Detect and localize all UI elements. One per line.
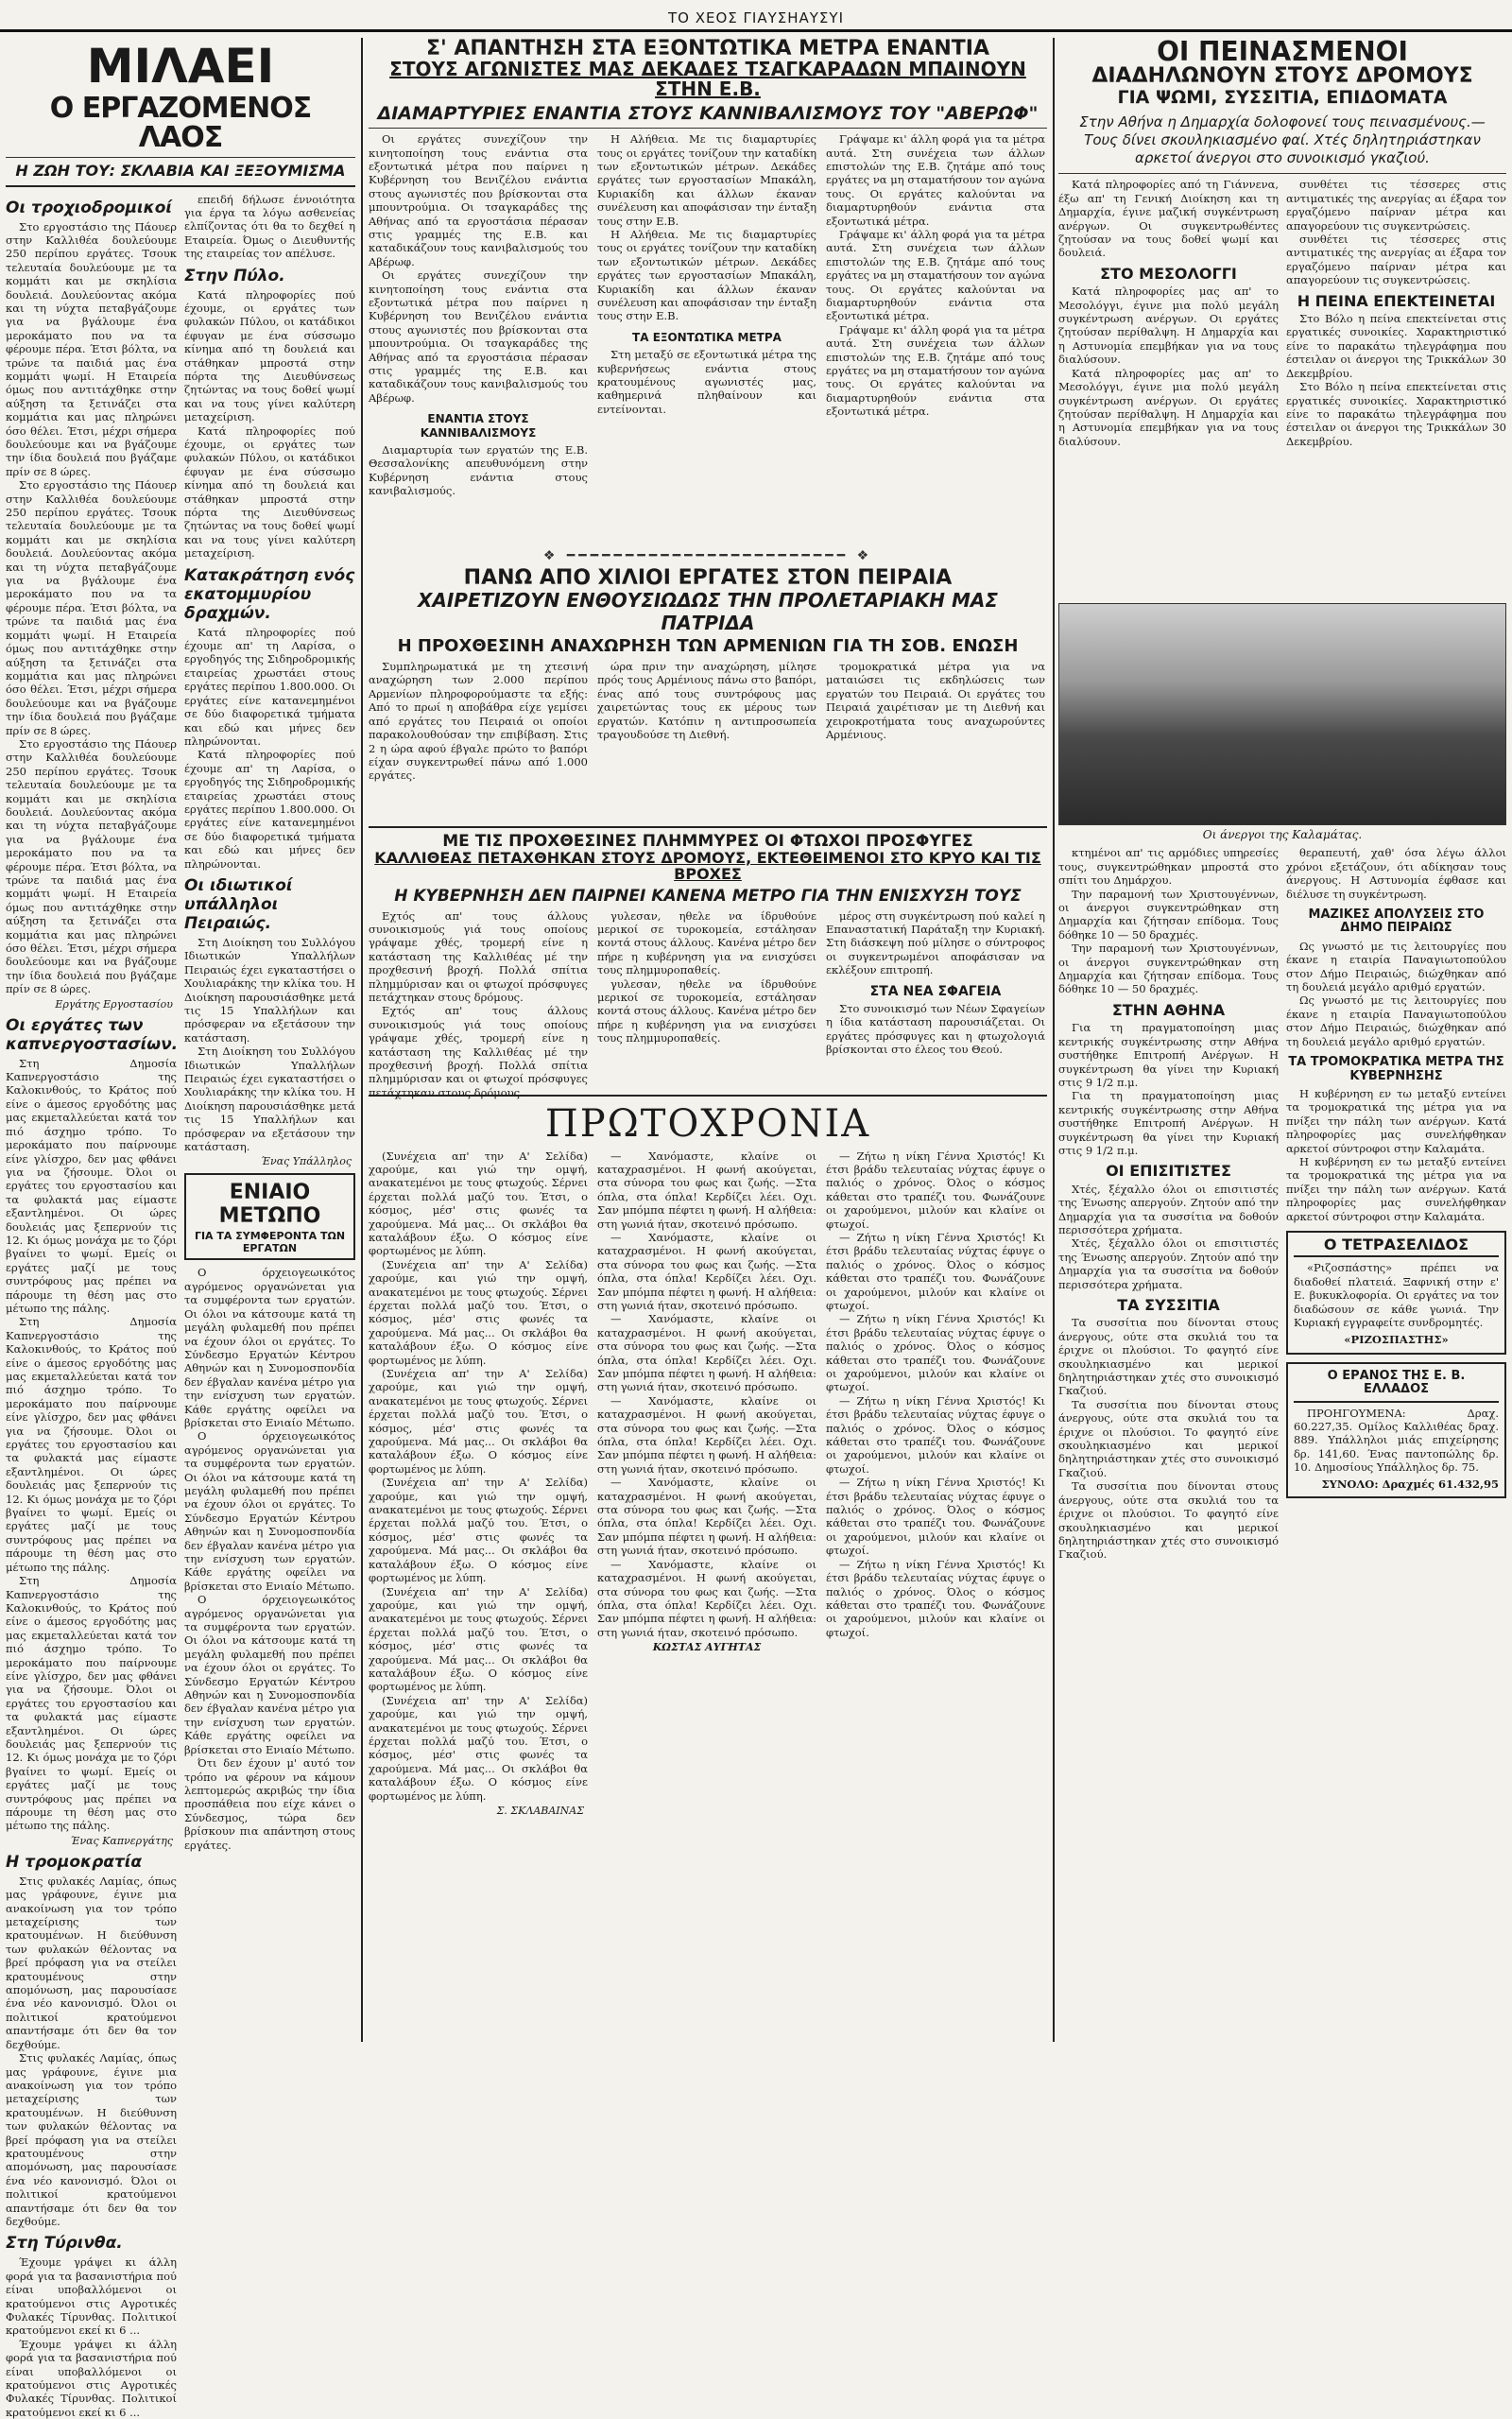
article-body: θεραπευτή, χαθ' όσα λέγω άλλοι χρόνοι εξετάζουν, ότι αδίκησαν τους άνεργους. Η Αστυνομία έφθασε και διέλυσε τη συγκέντρωση. ΜΑΖΙΚΕΣ ΑΠΟΛΥΣΕΙΣ ΣΤΟ ΔΗΜΟ ΠΕΙΡΑΙΩΣ Ως γνωστό με τις λειτουργίες που έκανε η εταιρία Παναγιωτοπούλου στον Δήμο Πειραιώς, διώχθηκαν από τη δουλειά μεγάλο αριθμό εργατών. Ως γνωστό με τις λειτουργίες που έκανε η εταιρία Παναγιωτοπούλου στον Δήμο Πειραιώς, διώχθηκαν από τη δουλειά μεγάλο αριθμό εργατών. ΤΑ ΤΡΟΜΟΚΡΑΤΙΚΑ ΜΕΤΡΑ ΤΗΣ ΚΥΒΕΡΝΗΣΗΣ Η κυβέρνηση εν τω μεταξύ εντείνει τα τρομοκρατικά της μέτρα για να πνίξει την πάλη των ανέργων. Κατά πληροφορίες μας συνελήφθηκαν αρκετοί σύντροφοι στην Καλαμάτα. Η κυβέρνηση εν τω μεταξύ εντείνει τα τρομοκρατικά της μέτρα για να πνίξει την πάλη των ανέργων. Κατά πληροφορίες μας συνελήφθηκαν αρκετοί σύντροφοι στην Καλαμάτα. Ο ΤΕΤΡΑΣΕΛΙΔΟΣ «Ριζοσπάστης» πρέπει να διαδοθεί πλατειά. Ξαφνική στην ε' Ε. βυκυκλοφορία. Οι εργάτες να τον διαδώσουν σε κάθε γωνιά. Την Κυριακή εγγραφείτε συνδρομητές. «ΡΙΖΟΣΠΑΣΤΗΣ» Ο ΕΡΑΝΟΣ ΤΗΣ Ε. Β. ΕΛΛΑΔΟΣ ΠΡΟΗΓΟΥΜΕΝΑ: Δραχ. 60.227,35. Ομίλος Καλλιθέας δραχ. 889. Υπάλληλοι μιάς επιχείρησης δρ. 141,60. Ένας παντοπώλης δρ. 10. Δημοσίους Υπάλληλος δρ. 75. ΣΥΝΟΛΟ: Δραχμές 61.432,95 xyxy=(1286,846,1506,1933)
section-title: Οι τροχιοδρομικοί xyxy=(6,198,173,217)
section-title: ΣΤΗΝ ΑΘΗΝΑ xyxy=(1111,1000,1226,1019)
article-body: Στη Δημοσία Καπνεργοστάσιο της Καλοκινθούς, το Κράτος πού είνε ο άμεσος εργοδότης μας μας εκμεταλλεύεται κατά τον πιό άσχημο τρόπο. Το μεροκάματο που παίρνουμε είνε γλίσχρο, δεν μας φθάνει για να ζήσουμε. Όλοι οι εργάτες του εργοστασίου και τα φυλακτά μας είμαστε εξαντλημένοι. Οι ώρες δουλειάς μας ξεπερνούν τις 12. Κι όμως μονάχα με το ζόρι βγαίνει το ψωμί. Εμείς οι εργάτες μαζί με τους συντρόφους μας πρέπει να πάρουμε τη θέση μας στο μέτωπο της πάλης. Στη Δημοσία Καπνεργοστάσιο της Καλοκινθούς, το Κράτος πού είνε ο άμεσος εργοδότης μας μας εκμεταλλεύεται κατά τον πιό άσχημο τρόπο. Το μεροκάματο που παίρνουμε είνε γλίσχρο, δεν μας φθάνει για να ζήσουμε. Όλοι οι εργάτες του εργοστασίου και τα φυλακτά μας είμαστε εξαντλημένοι. Οι ώρες δουλειάς μας ξεπερνούν τις 12. Κι όμως μονάχα με το ζόρι βγαίνει το ψωμί. Εμείς οι εργάτες μαζί με τους συντρόφους μας πρέπει να πάρουμε τη θέση μας στο μέτωπο της πάλης. Στη Δημοσία Καπνεργοστάσιο της Καλοκινθούς, το Κράτος πού είνε ο άμεσος εργοδότης μας μας εκμεταλλεύεται κατά τον πιό άσχημο τρόπο. Το μεροκάματο που παίρνουμε είνε γλίσχρο, δεν μας φθάνει για να ζήσουμε. Όλοι οι εργάτες του εργοστασίου και τα φυλακτά μας είμαστε εξαντλημένοι. Οι ώρες δουλειάς μας ξεπερνούν τις 12. Κι όμως μονάχα με το ζόρι βγαίνει το ψωμί. Εμείς οι εργάτες μαζί με τους συντρόφους μας πρέπει να πάρουμε τη θέση μας στο μέτωπο της πάλης. xyxy=(6,1056,177,1833)
section-title: ΤΑ ΕΞΟΝΤΩΤΙΚΑ ΜΕΤΡΑ xyxy=(632,330,782,344)
right-headline-1: ΟΙ ΠΕΙΝΑΣΜΕΝΟΙ xyxy=(1157,36,1408,67)
center-headline-7: ΜΕ ΤΙΣ ΠΡΟΧΘΕΣΙΝΕΣ ΠΛΗΜΜΥΡΕΣ ΟΙ ΦΤΩΧΟΙ ΠΡΟΣΦΥΓΕΣ xyxy=(442,832,973,852)
fundraiser-box: Ο ΕΡΑΝΟΣ ΤΗΣ Ε. Β. ΕΛΛΑΔΟΣ ΠΡΟΗΓΟΥΜΕΝΑ: Δραχ. 60.227,35. Ομίλος Καλλιθέας δραχ. 889. Υπάλληλοι μιάς επιχείρησης δρ. 141,60. Ένας παντοπώλης δρ. 10. Δημοσίους Υπάλληλος δρ. 75. ΣΥΝΟΛΟ: Δραχμές 61.432,95 xyxy=(1286,1362,1506,1498)
article-signature: ΚΩΣΤΑΣ ΑΥΓΗΤΑΣ xyxy=(652,1641,762,1654)
center-headline-2: ΣΤΟΥΣ ΑΓΩΝΙΣΤΕΣ ΜΑΣ ΔΕΚΑΔΕΣ ΤΣΑΓΚΑΡΑΔΩΝ ΜΠΑΙΝΟΥΝ ΣΤΗΝ Ε.Β. xyxy=(389,58,1026,101)
right-headline-3: ΓΙΑ ΨΩΜΙ, ΣΥΣΣΙΤΙΑ, ΕΠΙΔΟΜΑΤΑ xyxy=(1117,87,1448,109)
column-right xyxy=(1058,38,1506,2051)
feature-title: ΠΡΩΤΟΧΡΟΝΙΑ xyxy=(544,1101,871,1146)
article-signature: Εργάτης Εργοστασίου xyxy=(55,997,173,1011)
section-title: Η τρομοκρατία xyxy=(6,1852,143,1872)
frame-subtitle: ΓΙΑ ΤΑ ΣΥΜΦΕΡΟΝΤΑ ΤΩΝ ΕΡΓΑΤΩΝ xyxy=(194,1230,346,1255)
section-title: ΣΤΟ ΜΕΣΟΛΟΓΓΙ xyxy=(1100,264,1237,283)
center-headline-3: ΔΙΑΜΑΡΤΥΡΙΕΣ ΕΝΑΝΤΙΑ ΣΤΟΥΣ ΚΑΝΝΙΒΑΛΙΣΜΟΥΣ ΤΟΥ "ΑΒΕΡΩΦ" xyxy=(377,103,1039,125)
center-headline-1: Σ' ΑΠΑΝΤΗΣΗ ΣΤΑ ΕΞΟΝΤΩΤΙΚΑ ΜΕΤΡΑ ΕΝΑΝΤΙΑ xyxy=(425,37,990,60)
center-headline-6: Η ΠΡΟΧΘΕΣΙΝΗ ΑΝΑΧΩΡΗΣΗ ΤΩΝ ΑΡΜΕΝΙΩΝ ΓΙΑ ΤΗ ΣΟΒ. ΕΝΩΣΗ xyxy=(397,636,1019,657)
headline-secondary: Ο ΕΡΓΑΖΟΜΕΝΟΣ ΛΑΟΣ xyxy=(49,91,312,154)
box-title: Ο ΤΕΤΡΑΣΕΛΙΔΟΣ xyxy=(1294,1238,1499,1257)
center-headline-8: ΚΑΛΛΙΘΕΑΣ ΠΕΤΑΧΘΗΚΑΝ ΣΤΟΥΣ ΔΡΟΜΟΥΣ, ΕΚΤΕΘΕΙΜΕΝΟΙ ΣΤΟ ΚΡΥΟ ΚΑΙ ΤΙΣ ΒΡΟΧΕΣ xyxy=(374,848,1041,883)
section-title: ΣΤΑ ΝΕΑ ΣΦΑΓΕΙΑ xyxy=(869,983,1002,999)
deck: Στην Αθήνα η Δημαρχία δολοφονεί τους πεινασμένους.— Τους δίνει σκουληκιασμένο φαί. Χτές δηλητηριάστηκαν αρκετοί άνεργοι στο συνοικισμό γκαζιού. xyxy=(1079,113,1486,167)
center-headline-4: ΠΑΝΩ ΑΠΟ ΧΙΛΙΟΙ ΕΡΓΑΤΕΣ ΣΤΟΝ ΠΕΙΡΑΙΑ xyxy=(463,566,953,591)
article-body: κτημένοι απ' τις αρμόδιες υπηρεσίες τους, συγκεντρώθηκαν μπροστά στο σπίτι του Δημάρχου. Την παραμονή των Χριστουγέννων, οι άνεργοι συγκεντρώθηκαν στη Δημαρχία και ζήτησαν επίδομα. Τους δόθηκε 10 — 50 δραχμές. Την παραμονή των Χριστουγέννων, οι άνεργοι συγκεντρώθηκαν στη Δημαρχία και ζήτησαν επίδομα. Τους δόθηκε 10 — 50 δραχμές. ΣΤΗΝ ΑΘΗΝΑ Για τη πραγματοποίηση μιας κεντρικής συγκέντρωσης στην Αθήνα συστήθηκε Επιτροπή Ανέργων. Η συγκέντρωση θα γίνει την Κυριακή στις 9 1/2 π.μ. Για τη πραγματοποίηση μιας κεντρικής συγκέντρωσης στην Αθήνα συστήθηκε Επιτροπή Ανέργων. Η συγκέντρωση θα γίνει την Κυριακή στις 9 1/2 π.μ. ΟΙ ΕΠΙΣΙΤΙΣΤΕΣ Χτές, ξέχαλλο όλοι οι επισιτιστές της Ένωσης απεργούν. Ζητούν από την Δημαρχία για τα συσσίτια να δοθούν περισσότερα χρήματα. Χτές, ξέχαλλο όλοι οι επισιτιστές της Ένωσης απεργούν. Ζητούν από την Δημαρχία για τα συσσίτια να δοθούν περισσότερα χρήματα. ΤΑ ΣΥΣΣΙΤΙΑ Τα συσσίτια που δίνονται στους άνεργους, ούτε στα σκυλιά του τα έριχνε οι πλούσιοι. Το φαγητό είνε σκουληκιασμένο και μερικοί δηλητηριάστηκαν χτές στο συνοικισμό Γκαζιού. Τα συσσίτια που δίνονται στους άνεργους, ούτε στα σκυλιά του τα έριχνε οι πλούσιοι. Το φαγητό είνε σκουληκιασμένο και μερικοί δηλητηριάστηκαν χτές στο συνοικισμό Γκαζιού. Τα συσσίτια που δίνονται στους άνεργους, ούτε στα σκυλιά του τα έριχνε οι πλούσιοι. Το φαγητό είνε σκουληκιασμένο και μερικοί δηλητηριάστηκαν χτές στο συνοικισμό Γκαζιού. xyxy=(1058,846,1279,1562)
article-body: — Ζήτω η νίκη Γέννα Χριστός! Κι έτσι βράδυ τελευταίας νύχτας έφυγε ο παλιός ο χρόνος. Όλος ο κόσμος κάθεται στο τραπέζι του. Φωνάζουνε οι χαρούμενοι, μιλούν και κλαίνε οι φτωχοί. — Ζήτω η νίκη Γέννα Χριστός! Κι έτσι βράδυ τελευταίας νύχτας έφυγε ο παλιός ο χρόνος. Όλος ο κόσμος κάθεται στο τραπέζι του. Φωνάζουνε οι χαρούμενοι, μιλούν και κλαίνε οι φτωχοί. — Ζήτω η νίκη Γέννα Χριστός! Κι έτσι βράδυ τελευταίας νύχτας έφυγε ο παλιός ο χρόνος. Όλος ο κόσμος κάθεται στο τραπέζι του. Φωνάζουνε οι χαρούμενοι, μιλούν και κλαίνε οι φτωχοί. — Ζήτω η νίκη Γέννα Χριστός! Κι έτσι βράδυ τελευταίας νύχτας έφυγε ο παλιός ο χρόνος. Όλος ο κόσμος κάθεται στο τραπέζι του. Φωνάζουνε οι χαρούμενοι, μιλούν και κλαίνε οι φτωχοί. — Ζήτω η νίκη Γέννα Χριστός! Κι έτσι βράδυ τελευταίας νύχτας έφυγε ο παλιός ο χρόνος. Όλος ο κόσμος κάθεται στο τραπέζι του. Φωνάζουνε οι χαρούμενοι, μιλούν και κλαίνε οι φτωχοί. — Ζήτω η νίκη Γέννα Χριστός! Κι έτσι βράδυ τελευταίας νύχτας έφυγε ο παλιός ο χρόνος. Όλος ο κόσμος κάθεται στο τραπέζι του. Φωνάζουνε οι χαρούμενοι, μιλούν και κλαίνε οι φτωχοί. xyxy=(826,1149,1045,1639)
column-rule xyxy=(361,38,363,2042)
article-body: επειδή δήλωσε έννοιότητα για έργα τα λόγω ασθενείας ελπίζοντας ότι θα το δεχθεί η Εταιρεία. Όμως ο Διευθυντής της εταιρείας τον απέλυσε. xyxy=(184,192,355,261)
headline-main: ΜΙΛΑΕΙ xyxy=(86,39,275,94)
article-body: γυλεσαν, ηθελε να ίδρυθούνε μερικοί σε τυροκομεία, εστάλησαν κοντά στους άλλους. Κανένα μέτρο δεν πήρε η κυβέρνηση για να ενισχύσει τους πλημμυροπαθείς. γυλεσαν, ηθελε να ίδρυθούνε μερικοί σε τυροκομεία, εστάλησαν κοντά στους άλλους. Κανένα μέτρο δεν πήρε η κυβέρνηση για να ενισχύσει τους πλημμυροπαθείς. xyxy=(597,908,816,1045)
article-body: Κατά πληροφορίες πού έχουμε απ' τη Λαρίσα, ο εργοδηγός της Σιδηροδρομικής εταιρείας χρωστάει στους εργάτες περίπου 1.800.000. Οι εργάτες είνε κατανεμημένοι σε δύο διαφορετικά τμήματα και εδώ και μήνες δεν πληρώνονται. Κατά πληροφορίες πού έχουμε απ' τη Λαρίσα, ο εργοδηγός της Σιδηροδρομικής εταιρείας χρωστάει στους εργάτες περίπου 1.800.000. Οι εργάτες είνε κατανεμημένοι σε δύο διαφορετικά τμήματα και εδώ και μήνες δεν πληρώνονται. xyxy=(184,625,355,871)
right-headline-2: ΔΙΑΔΗΛΩΝΟΥΝ ΣΤΟΥΣ ΔΡΟΜΟΥΣ xyxy=(1091,64,1473,89)
article-body: τρομοκρατικά μέτρα για να ματαιώσει τις εκδηλώσεις των εργατών του Πειραιά. Οι εργάτες του Πειραιά χαιρέτισαν με τη Διεθνή και χειροκροτήματα τους αναχωρούντες Αρμένιους. xyxy=(826,660,1045,742)
article-body: Στο εργοστάσιο της Πάουερ στην Καλλιθέα δουλεύουμε 250 περίπου εργάτες. Τσουκ τελευταία δουλεύουμε με τα κομμάτι και με σκηλίσια δουλειά. Δουλεύοντας ακόμα και τη νύχτα πεταβγάζουμε για να βγάλουμε ένα μεροκάματο που να τα φέρουμε πέρα. Έτσι βόλτα, να τρώνε τα παιδιά μας ένα κομμάτι ψωμί. Η Εταιρεία όμως που αντιτάχθηκε στην αύξηση τα ξετινάζει στα κομμάτια και μας πληρώνει όσο θέλει. Έτσι, μέχρι σήμερα δουλεύουμε και να βγάζουμε την ίδια δουλειά που βγάζαμε πρίν σε 8 ώρες. Στο εργοστάσιο της Πάουερ στην Καλλιθέα δουλεύουμε 250 περίπου εργάτες. Τσουκ τελευταία δουλεύουμε με τα κομμάτι και με σκηλίσια δουλειά. Δουλεύοντας ακόμα και τη νύχτα πεταβγάζουμε για να βγάλουμε ένα μεροκάματο που να τα φέρουμε πέρα. Έτσι βόλτα, να τρώνε τα παιδιά μας ένα κομμάτι ψωμί. Η Εταιρεία όμως που αντιτάχθηκε στην αύξηση τα ξετινάζει στα κομμάτια και μας πληρώνει όσο θέλει. Έτσι, μέχρι σήμερα δουλεύουμε και να βγάζουμε την ίδια δουλειά που βγάζαμε πρίν σε 8 ώρες. Στο εργοστάσιο της Πάουερ στην Καλλιθέα δουλεύουμε 250 περίπου εργάτες. Τσουκ τελευταία δουλεύουμε με τα κομμάτι και με σκηλίσια δουλειά. Δουλεύοντας ακόμα και τη νύχτα πεταβγάζουμε για να βγάλουμε ένα μεροκάματο που να τα φέρουμε πέρα. Έτσι βόλτα, να τρώνε τα παιδιά μας ένα κομμάτι ψωμί. Η Εταιρεία όμως που αντιτάχθηκε στην αύξηση τα ξετινάζει στα κομμάτια και μας πληρώνει όσο θέλει. Έτσι, μέχρι σήμερα δουλεύουμε και να βγάζουμε την ίδια δουλειά που βγάζαμε πρίν σε 8 ώρες. xyxy=(6,219,177,996)
column-center xyxy=(369,38,1047,2051)
news-photo xyxy=(1058,603,1506,825)
article-body: Κατά πληροφορίες πού έχουμε, οι εργάτες των φυλακών Πύλου, οι κατάδικοι έφυγαν με ένα σύσσωμο κίνημα από τη δουλειά και στάθηκαν μπροστά στην πόρτα της Διευθύνσεως ζητώντας να τους δοθεί ψωμί και να τους γίνει καλύτερη μεταχείριση. Κατά πληροφορίες πού έχουμε, οι εργάτες των φυλακών Πύλου, οι κατάδικοι έφυγαν με ένα σύσσωμο κίνημα από τη δουλειά και στάθηκαν μπροστά στην πόρτα της Διευθύνσεως ζητώντας να τους δοθεί ψωμί και να τους γίνει καλύτερη μεταχείριση. xyxy=(184,287,355,561)
article-signature: Ένας Καπνεργάτης xyxy=(70,1834,173,1847)
article-body: Στη Διοίκηση του Συλλόγου Ιδιωτικών Υπαλλήλων Πειραιώς έχει εγκαταστήσει ο Χουλιαράκης την κλίκα του. Η Διοίκηση παρουσιάσθηκε μετά τις 15 Υπαλλήλων και πρόσφεραν να εξετάσουν την κατάσταση. Στη Διοίκηση του Συλλόγου Ιδιωτικών Υπαλλήλων Πειραιώς έχει εγκαταστήσει ο Χουλιαράκης την κλίκα του. Η Διοίκηση παρουσιάσθηκε μετά τις 15 Υπαλλήλων και πρόσφεραν να εξετάσουν την κατάσταση. xyxy=(184,935,355,1154)
article-body: Ο όρχειογεωικότος αγρόμενος οργανώνεται για τα συμφέροντα των εργατών. Οι όλοι να κάτσουμε κατά τη μεγάλη φυλαμεθή που πρέπει να έχουν όλοι οι εργάτες. Το Σύνδεσμο Εργατών Κέντρου Αθηνών και η Συνομοσπονδία δεν έβγαλαν κανένα μέτρο για την ενίσχυση των εργατών. Κάθε εργάτης οφείλει να βρίσκεται στο Ενιαίο Μέτωπο. Ο όρχειογεωικότος αγρόμενος οργανώνεται για τα συμφέροντα των εργατών. Οι όλοι να κάτσουμε κατά τη μεγάλη φυλαμεθή που πρέπει να έχουν όλοι οι εργάτες. Το Σύνδεσμο Εργατών Κέντρου Αθηνών και η Συνομοσπονδία δεν έβγαλαν κανένα μέτρο για την ενίσχυση των εργατών. Κάθε εργάτης οφείλει να βρίσκεται στο Ενιαίο Μέτωπο. Ο όρχειογεωικότος αγρόμενος οργανώνεται για τα συμφέροντα των εργατών. Οι όλοι να κάτσουμε κατά τη μεγάλη φυλαμεθή που πρέπει να έχουν όλοι οι εργάτες. Το Σύνδεσμο Εργατών Κέντρου Αθηνών και η Συνομοσπονδία δεν έβγαλαν κανένα μέτρο για την ενίσχυση των εργατών. Κάθε εργάτης οφείλει να βρίσκεται στο Ενιαίο Μέτωπο. Ότι δεν έχουν μ' αυτό τον τρόπο να φέρουν να κάμουν λεπτομερώς ακριβώς την ίδια προσπάθεια που είχε κάνει ο Σύνδεσμος, τώρα δεν βρίσκουν πια απάντηση στους εργάτες. xyxy=(184,1266,355,1852)
center-headline-5: ΧΑΙΡΕΤΙΖΟΥΝ ΕΝΘΟΥΣΙΩΔΩΣ ΤΗΝ ΠΡΟΛΕΤΑΡΙΑΚΗ ΜΑΣ ΠΑΤΡΙΔΑ xyxy=(417,589,999,635)
section-title: ΕΝΑΝΤΙΑ ΣΤΟΥΣ ΚΑΝΝΙΒΑΛΙΣΜΟΥΣ xyxy=(420,412,537,440)
article-body: Κατά πληροφορίες από τη Γιάννενα, έξω απ' τη Γενική Διοίκηση και τη Δημαρχία, έγινε μαζική συγκέντρωση ανέργων. Οι συγκεντρωθέντες ζητούσαν να τους δοθεί ψωμί και δουλειά. ΣΤΟ ΜΕΣΟΛΟΓΓΙ Κατά πληροφορίες μας απ' το Μεσολόγγι, έγινε μια πολύ μεγάλη συγκέντρωση ανέργων. Οι εργάτες ζητούσαν περίθαλψη. Η Δημαρχία και η Αστυνομία επεμβήκαν για να τους διαλύσουν. Κατά πληροφορίες μας απ' το Μεσολόγγι, έγινε μια πολύ μεγάλη συγκέντρωση ανέργων. Οι εργάτες ζητούσαν περίθαλψη. Η Δημαρχία και η Αστυνομία επεμβήκαν για να τους διαλύσουν. xyxy=(1058,178,1279,448)
article-signature: Σ. ΣΚΛΑΒΑΙΝΑΣ xyxy=(496,1805,584,1818)
article-body: Συμπληρωματικά με τη χτεσινή αναχώρηση των 2.000 περίπου Αρμενίων πληροφορούμαστε τα εξής: Από το πρωί η αποβάθρα είχε γεμίσει από εργάτες του Πειραιά οι οποίοι παρακολουθούσαν την επιβίβαση. Στις 2 η ώρα αφού έβγαλε πρώτο το βαπόρι είχαν συγκεντρωθεί πάνω από 1.000 εργάτες. xyxy=(369,660,588,783)
article-body: συνθέτει τις τέσσερες στις αντιματικές της ανεργίας αι έξαρα τον εργαζόμενο παίρναν μέτρα και απαγορεύουν τις συγκεντρώσεις. συνθέτει τις τέσσερες στις αντιματικές της ανεργίας αι έξαρα τον εργαζόμενο παίρναν μέτρα και απαγορεύουν τις συγκεντρώσεις. Η ΠΕΙΝΑ ΕΠΕΚΤΕΙΝΕΤΑΙ Στο Βόλο η πείνα επεκτείνεται στις εργατικές συνοικίες. Χαρακτηριστικό είνε το παρακάτω τηλεγράφημα που έστειλαν οι άνεργοι της Τρικκάλων 30 Δεκεμβρίου. Στο Βόλο η πείνα επεκτείνεται στις εργατικές συνοικίες. Χαρακτηριστικό είνε το παρακάτω τηλεγράφημα που έστειλαν οι άνεργοι της Τρικκάλων 30 Δεκεμβρίου. xyxy=(1286,178,1506,448)
section-title: ΤΑ ΤΡΟΜΟΚΡΑΤΙΚΑ ΜΕΤΡΑ ΤΗΣ ΚΥΒΕΡΝΗΣΗΣ xyxy=(1288,1055,1504,1083)
frame-box xyxy=(184,1173,355,1260)
section-title: Οι ιδιωτικοί υπάλληλοι Πειραιώς. xyxy=(184,875,293,933)
frame-title: ΕΝΙΑΙΟ ΜΕΤΩΠΟ xyxy=(218,1181,321,1229)
article-body: ώρα πριν την αναχώρηση, μίλησε πρός τους Αρμένιους πάνω στο βαπόρι, ένας από τους συντρόφους μας χαιρετώντας τους εκ μέρους των εργατών. Κατόπιν η αντιπροσωπεία τραγουδούσε τη Διεθνή. xyxy=(597,660,816,742)
article-body: μέρος στη συγκέντρωση πού καλεί η Επαναστατική Παράταξη την Κυριακή. Στη διάσκεψη πού μίλησε ο σύντροφος οι συγκεντρωμένοι αποφάσισαν να εκλέξουν επιτροπή. ΣΤΑ ΝΕΑ ΣΦΑΓΕΙΑ Στο συνοικισμό των Νέων Σφαγείων η ίδια κατάσταση παρουσιάζεται. Οι εργάτες πρόσφυγες και η φτωχολογιά βρίσκονται στο έλεος του Θεού. xyxy=(826,908,1045,1057)
box-title: Ο ΕΡΑΝΟΣ ΤΗΣ Ε. Β. ΕΛΛΑΔΟΣ xyxy=(1294,1370,1499,1403)
subscription-box: Ο ΤΕΤΡΑΣΕΛΙΔΟΣ «Ριζοσπάστης» πρέπει να διαδοθεί πλατειά. Ξαφνική στην ε' Ε. βυκυκλοφορία. Οι εργάτες να τον διαδώσουν σε κάθε γωνιά. Την Κυριακή εγγραφείτε συνδρομητές. «ΡΙΖΟΣΠΑΣΤΗΣ» xyxy=(1286,1231,1506,1355)
ornament-divider: ❖ ━━━━━━━━━━━━━━━━━━━━━━━━ ❖ xyxy=(542,548,873,564)
article-body: (Συνέχεια απ' την Α' Σελίδα) χαρούμε, και γιώ την ομψή, ανακατεμένοι με τους φτωχούς. Σέρνει έρχεται πολλά μαζύ του. Έτσι, ο κόσμος, μέσ' στις φωνές τα χαρούμενα. Μά μας... Οι σκλάβοι θα καταλάβουν έξω. Ο κόσμος είνε φορτωμένος με λύπη. (Συνέχεια απ' την Α' Σελίδα) χαρούμε, και γιώ την ομψή, ανακατεμένοι με τους φτωχούς. Σέρνει έρχεται πολλά μαζύ του. Έτσι, ο κόσμος, μέσ' στις φωνές τα χαρούμενα. Μά μας... Οι σκλάβοι θα καταλάβουν έξω. Ο κόσμος είνε φορτωμένος με λύπη. (Συνέχεια απ' την Α' Σελίδα) χαρούμε, και γιώ την ομψή, ανακατεμένοι με τους φτωχούς. Σέρνει έρχεται πολλά μαζύ του. Έτσι, ο κόσμος, μέσ' στις φωνές τα χαρούμενα. Μά μας... Οι σκλάβοι θα καταλάβουν έξω. Ο κόσμος είνε φορτωμένος με λύπη. (Συνέχεια απ' την Α' Σελίδα) χαρούμε, και γιώ την ομψή, ανακατεμένοι με τους φτωχούς. Σέρνει έρχεται πολλά μαζύ του. Έτσι, ο κόσμος, μέσ' στις φωνές τα χαρούμενα. Μά μας... Οι σκλάβοι θα καταλάβουν έξω. Ο κόσμος είνε φορτωμένος με λύπη. (Συνέχεια απ' την Α' Σελίδα) χαρούμε, και γιώ την ομψή, ανακατεμένοι με τους φτωχούς. Σέρνει έρχεται πολλά μαζύ του. Έτσι, ο κόσμος, μέσ' στις φωνές τα χαρούμενα. Μά μας... Οι σκλάβοι θα καταλάβουν έξω. Ο κόσμος είνε φορτωμένος με λύπη. (Συνέχεια απ' την Α' Σελίδα) χαρούμε, και γιώ την ομψή, ανακατεμένοι με τους φτωχούς. Σέρνει έρχεται πολλά μαζύ του. Έτσι, ο κόσμος, μέσ' στις φωνές τα χαρούμενα. Μά μας... Οι σκλάβοι θα καταλάβουν έξω. Ο κόσμος είνε φορτωμένος με λύπη. Σ. ΣΚΛΑΒΑΙΝΑΣ xyxy=(369,1149,588,1818)
column-rule xyxy=(1053,38,1055,2042)
section-title: ΟΙ ΕΠΙΣΙΤΙΣΤΕΣ xyxy=(1106,1162,1231,1181)
masthead: ΤΟ ΧΕΟΣ ΓΙΑΥΣΗΑΥΣΥΙ xyxy=(0,9,1512,32)
article-body: Γράψαμε κι' άλλη φορά για τα μέτρα αυτά. Στη συνέχεια των άλλων επιστολών της Ε.Β. ζητάμε από τους εργάτες να μη σταματήσουν τον αγώνα τους. Οι εργάτες καλούνται να διαμαρτυρηθούν ενάντια στα εξοντωτικά μέτρα. Γράψαμε κι' άλλη φορά για τα μέτρα αυτά. Στη συνέχεια των άλλων επιστολών της Ε.Β. ζητάμε από τους εργάτες να μη σταματήσουν τον αγώνα τους. Οι εργάτες καλούνται να διαμαρτυρηθούν ενάντια στα εξοντωτικά μέτρα. Γράψαμε κι' άλλη φορά για τα μέτρα αυτά. Στη συνέχεια των άλλων επιστολών της Ε.Β. ζητάμε από τους εργάτες να μη σταματήσουν τον αγώνα τους. Οι εργάτες καλούνται να διαμαρτυρηθούν ενάντια στα εξοντωτικά μέτρα. xyxy=(826,132,1045,419)
center-headline-9: Η ΚΥΒΕΡΝΗΣΗ ΔΕΝ ΠΑΙΡΝΕΙ ΚΑΝΕΝΑ ΜΕΤΡΟ ΓΙΑ ΤΗΝ ΕΝΙΣΧΥΣΗ ΤΟΥΣ xyxy=(394,886,1022,906)
article-signature: Ένας Υπάλληλος xyxy=(261,1155,352,1168)
article-body: Οι εργάτες συνεχίζουν την κινητοποίηση τους ενάντια στα εξοντωτικά μέτρα που παίρνει η Κυβέρνηση του Βενιζέλου ενάντια στους αγωνιστές που βρίσκονται στα μπουντρούμια. Οι τσαγκαράδες της Αθήνας από τα εργοστάσια πέρασαν στις γραμμές της Ε.Β. και καταδικάζουν τους κανιβαλισμούς του Αβέρωφ. Οι εργάτες συνεχίζουν την κινητοποίηση τους ενάντια στα εξοντωτικά μέτρα που παίρνει η Κυβέρνηση του Βενιζέλου ενάντια στους αγωνιστές που βρίσκονται στα μπουντρούμια. Οι τσαγκαράδες της Αθήνας από τα εργοστάσια πέρασαν στις γραμμές της Ε.Β. και καταδικάζουν τους κανιβαλισμούς του Αβέρωφ. ΕΝΑΝΤΙΑ ΣΤΟΥΣ ΚΑΝΝΙΒΑΛΙΣΜΟΥΣ Διαμαρτυρία των εργατών της Ε.Β. Θεσσαλονίκης απευθυνόμενη στην Κυβέρνηση ενάντια στους κανιβαλισμούς. xyxy=(369,132,588,498)
column-left xyxy=(6,38,355,2419)
section-title: Στη Τύρινθα. xyxy=(6,2234,123,2254)
section-title: Κατακράτηση ενός εκατομμυρίου δραχμών. xyxy=(184,565,355,623)
section-title: ΜΑΖΙΚΕΣ ΑΠΟΛΥΣΕΙΣ ΣΤΟ ΔΗΜΟ ΠΕΙΡΑΙΩΣ xyxy=(1308,907,1485,936)
box-total: ΣΥΝΟΛΟ: Δραχμές 61.432,95 xyxy=(1321,1477,1499,1491)
article-body: Εχτός απ' τους άλλους συνοικισμούς γιά τους οποίους γράψαμε χθές, τρομερή είνε η κατάσταση της Καλλιθέας μέ την προχθεσινή βροχή. Πολλά σπίτια πλημμύρισαν και οι φτωχοί πρόσφυγες πετάχτηκαν στους δρόμους. Εχτός απ' τους άλλους συνοικισμούς γιά τους οποίους γράψαμε χθές, τρομερή είνε η κατάσταση της Καλλιθέας μέ την προχθεσινή βροχή. Πολλά σπίτια πλημμύρισαν και οι φτωχοί πρόσφυγες πετάχτηκαν στους δρόμους. xyxy=(369,908,588,1099)
box-signature: «ΡΙΖΟΣΠΑΣΤΗΣ» xyxy=(1344,1333,1449,1347)
section-title: ΤΑ ΣΥΣΣΙΤΙΑ xyxy=(1117,1296,1220,1315)
section-title: Στην Πύλο. xyxy=(184,266,285,285)
article-body: Στις φυλακές Λαμίας, όπως μας γράφουνε, έγινε μια ανακοίνωση για τον τρόπο μεταχείρισης των κρατουμένων. Η διεύθυνση των φυλακών θέλοντας να βρεί πρόφαση για να στείλει κρατουμένους στην απομόνωση, μας παρουσίασε ένα νέο κανονισμό. Όλοι οι πολιτικοί κρατούμενοι απαντήσαμε ότι δεν θα τον δεχθούμε. Στις φυλακές Λαμίας, όπως μας γράφουνε, έγινε μια ανακοίνωση για τον τρόπο μεταχείρισης των κρατουμένων. Η διεύθυνση των φυλακών θέλοντας να βρεί πρόφαση για να στείλει κρατουμένους στην απομόνωση, μας παρουσίασε ένα νέο κανονισμό. Όλοι οι πολιτικοί κρατούμενοι απαντήσαμε ότι δεν θα τον δεχθούμε. xyxy=(6,1874,177,2228)
article-body: — Χανόμαστε, κλαίνε οι καταχρασμένοι. Η φωνή ακούγεται, στα σύνορα του φως και ζωής. —Στα όπλα, στα όπλα! Κερδίζει λέει. Οχι. Σαν μπόμπα πέφτει η φωνή. Η αλήθεια: στη γωνιά ήταν, σκοτεινό πρόσωπο. — Χανόμαστε, κλαίνε οι καταχρασμένοι. Η φωνή ακούγεται, στα σύνορα του φως και ζωής. —Στα όπλα, στα όπλα! Κερδίζει λέει. Οχι. Σαν μπόμπα πέφτει η φωνή. Η αλήθεια: στη γωνιά ήταν, σκοτεινό πρόσωπο. — Χανόμαστε, κλαίνε οι καταχρασμένοι. Η φωνή ακούγεται, στα σύνορα του φως και ζωής. —Στα όπλα, στα όπλα! Κερδίζει λέει. Οχι. Σαν μπόμπα πέφτει η φωνή. Η αλήθεια: στη γωνιά ήταν, σκοτεινό πρόσωπο. — Χανόμαστε, κλαίνε οι καταχρασμένοι. Η φωνή ακούγεται, στα σύνορα του φως και ζωής. —Στα όπλα, στα όπλα! Κερδίζει λέει. Οχι. Σαν μπόμπα πέφτει η φωνή. Η αλήθεια: στη γωνιά ήταν, σκοτεινό πρόσωπο. — Χανόμαστε, κλαίνε οι καταχρασμένοι. Η φωνή ακούγεται, στα σύνορα του φως και ζωής. —Στα όπλα, στα όπλα! Κερδίζει λέει. Οχι. Σαν μπόμπα πέφτει η φωνή. Η αλήθεια: στη γωνιά ήταν, σκοτεινό πρόσωπο. — Χανόμαστε, κλαίνε οι καταχρασμένοι. Η φωνή ακούγεται, στα σύνορα του φως και ζωής. —Στα όπλα, στα όπλα! Κερδίζει λέει. Οχι. Σαν μπόμπα πέφτει η φωνή. Η αλήθεια: στη γωνιά ήταν, σκοτεινό πρόσωπο. ΚΩΣΤΑΣ ΑΥΓΗΤΑΣ xyxy=(597,1149,816,1654)
section-title: Η ΠΕΙΝΑ ΕΠΕΚΤΕΙΝΕΤΑΙ xyxy=(1297,291,1496,310)
section-title: Οι εργάτες των καπνεργοστασίων. xyxy=(6,1015,179,1054)
subheadline: Η ΖΩΗ ΤΟΥ: ΣΚΛΑΒΙΑ ΚΑΙ ΞΕΞΟΥΜΙΣΜΑ xyxy=(15,161,346,180)
article-body: Η Αλήθεια. Με τις διαμαρτυρίες τους οι εργάτες τονίζουν την καταδίκη των εξοντωτικών μέτρων. Δεκάδες εργάτες των εργοστασίων Μπακάλη, Κυριακίδη και άλλων έκαναν συνέλευση και αποφάσισαν την ένταξη τους στην Ε.Β. Η Αλήθεια. Με τις διαμαρτυρίες τους οι εργάτες τονίζουν την καταδίκη των εξοντωτικών μέτρων. Δεκάδες εργάτες των εργοστασίων Μπακάλη, Κυριακίδη και άλλων έκαναν συνέλευση και αποφάσισαν την ένταξη τους στην Ε.Β. ΤΑ ΕΞΟΝΤΩΤΙΚΑ ΜΕΤΡΑ Στη μεταξύ σε εξοντωτικά μέτρα της κυβερνήσεως ενάντια στους κρατουμένους αγωνιστές μας, καθημερινά πληθαίνουν και εντείνονται. xyxy=(597,132,816,416)
article-body: Έχουμε γράψει κι άλλη φορά για τα βασανιστήρια πού είναι υποβαλλόμενοι οι κρατούμενοι στις Αγροτικές Φυλακές Τίρυνθας. Πολιτικοί κρατούμενοι εκεί κι 6 ... Έχουμε γράψει κι άλλη φορά για τα βασανιστήρια πού είναι υποβαλλόμενοι οι κρατούμενοι στις Αγροτικές Φυλακές Τίρυνθας. Πολιτικοί κρατούμενοι εκεί κι 6 ... xyxy=(6,2255,177,2419)
photo-caption: Οι άνεργοι της Καλαμάτας. xyxy=(1202,828,1363,842)
